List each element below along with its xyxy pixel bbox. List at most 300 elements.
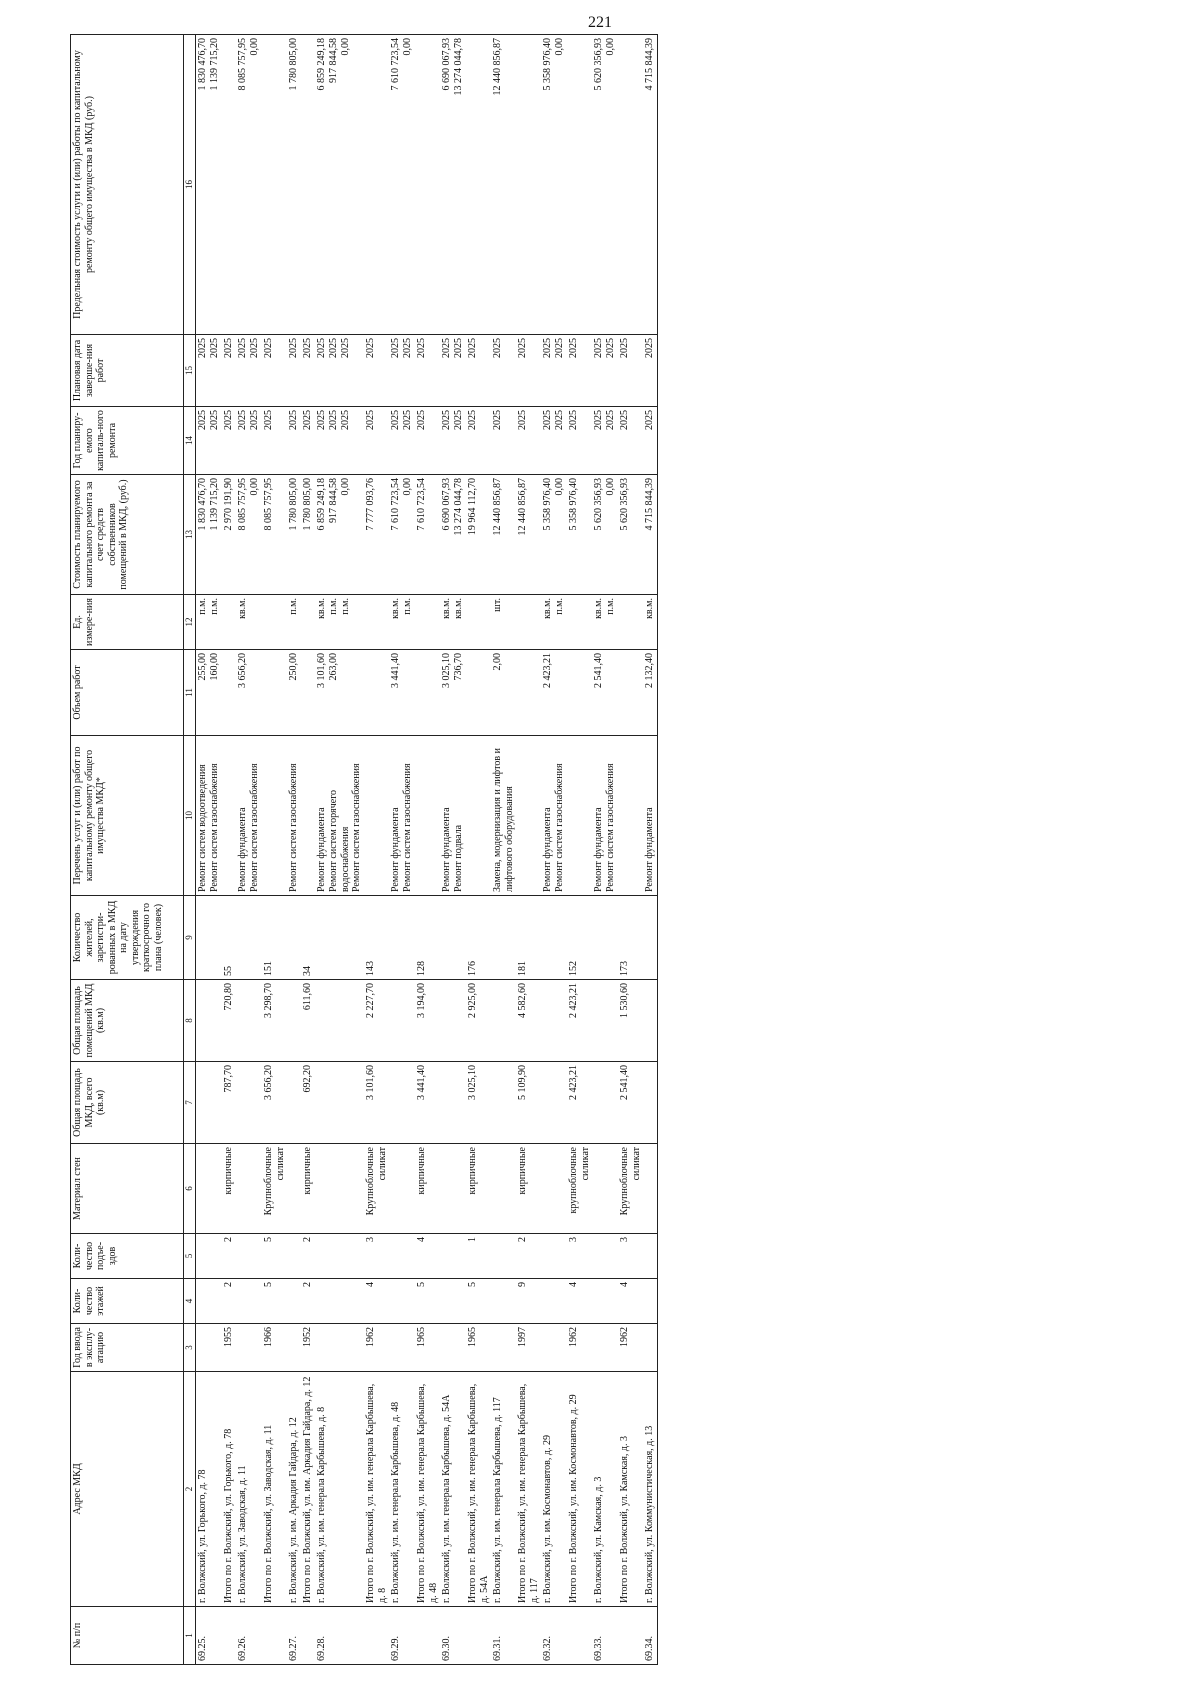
premises-area-cell	[315, 980, 364, 1062]
total-area-cell: 2 423,21	[567, 1062, 592, 1144]
wall-material-cell: кирпичные	[415, 1144, 440, 1234]
column-number: 2	[184, 1372, 196, 1607]
unit-cell-line: п.м.	[197, 598, 208, 615]
limit-cost-cell	[516, 35, 541, 335]
cost-cell-line: 0,00	[249, 478, 260, 496]
floors-cell: 5	[466, 1279, 491, 1324]
row-number	[415, 1607, 440, 1665]
entrances-cell	[315, 1234, 364, 1279]
end-year-cell-line: 2025	[644, 338, 655, 358]
works-list-cell	[567, 736, 592, 896]
cost-cell-line: 6 859 249,18	[316, 478, 327, 531]
work-volume-cell-line: 250,00	[288, 653, 299, 681]
wall-material-cell: Крупноблочные силикат	[262, 1144, 287, 1234]
total-area-cell: 3 025,10	[466, 1062, 491, 1144]
total-row	[415, 35, 440, 1665]
column-number: 3	[184, 1324, 196, 1372]
works-list-cell	[440, 736, 466, 896]
total-area-cell	[196, 1062, 223, 1144]
total-area-cell	[541, 1062, 567, 1144]
entrances-cell	[236, 1234, 262, 1279]
residents-cell	[389, 896, 415, 980]
end-year-cell-line: 2025	[542, 338, 553, 358]
limit-cost-cell-line: 1 830 476,70	[197, 38, 208, 91]
item-row	[389, 35, 415, 1665]
row-number: 69.27.	[287, 1607, 301, 1665]
address-cell: Итого по г. Волжский, ул. им. Космонавтов, д. 29	[567, 1372, 592, 1607]
unit-cell	[466, 595, 491, 650]
work-volume-cell-line: 3 441,40	[390, 653, 401, 688]
unit-cell	[491, 595, 516, 650]
work-volume-cell	[196, 650, 223, 736]
plan-year-cell-line: 2025	[619, 410, 630, 430]
residents-cell	[643, 896, 658, 980]
total-row	[301, 35, 315, 1665]
end-year-cell-line: 2025	[554, 338, 565, 358]
header-row	[71, 35, 184, 1665]
column-number: 4	[184, 1279, 196, 1324]
cost-cell-line: 5 358 976,40	[568, 478, 579, 531]
premises-area-cell	[440, 980, 466, 1062]
work-volume-cell	[440, 650, 466, 736]
row-number	[516, 1607, 541, 1665]
end-year-cell-line: 2025	[390, 338, 401, 358]
column-number: 6	[184, 1144, 196, 1234]
work-volume-cell-line: 3 025,10	[441, 653, 452, 688]
cost-cell-line: 0,00	[605, 478, 616, 496]
unit-cell	[592, 595, 618, 650]
plan-year-cell	[287, 407, 301, 475]
cost-cell-line: 1 830 476,70	[197, 478, 208, 531]
plan-year-cell-line: 2025	[197, 410, 208, 430]
end-year-cell	[643, 335, 658, 407]
cost-cell	[236, 475, 262, 595]
limit-cost-cell	[222, 35, 236, 335]
row-number: 69.30.	[440, 1607, 466, 1665]
wall-material-cell	[592, 1144, 618, 1234]
end-year-cell	[541, 335, 567, 407]
residents-cell: 34	[301, 896, 315, 980]
header-cell: Объем работ	[71, 650, 184, 736]
limit-cost-cell-line: 0,00	[340, 38, 351, 56]
year-cell: 1962	[567, 1324, 592, 1372]
works-list-cell	[516, 736, 541, 896]
end-year-cell-line: 2025	[441, 338, 452, 358]
cost-cell-line: 8 085 757,95	[263, 478, 274, 531]
column-number: 15	[184, 335, 196, 407]
entrances-cell	[196, 1234, 223, 1279]
floors-cell	[236, 1279, 262, 1324]
unit-cell-line: кв.м.	[316, 598, 327, 619]
row-number	[301, 1607, 315, 1665]
item-row	[491, 35, 516, 1665]
limit-cost-cell	[567, 35, 592, 335]
row-number	[618, 1607, 643, 1665]
header-cell: Количество жителей, зарегистри-рованных в МКД на дату утверждения краткосрочно го плана (человек)	[71, 896, 184, 980]
plan-year-cell-line: 2025	[328, 410, 339, 430]
unit-cell	[415, 595, 440, 650]
unit-cell	[567, 595, 592, 650]
plan-year-cell-line: 2025	[237, 410, 248, 430]
cost-cell	[415, 475, 440, 595]
plan-year-cell	[222, 407, 236, 475]
total-area-cell: 3 101,60	[364, 1062, 389, 1144]
work-volume-cell-line: 2 132,40	[644, 653, 655, 688]
plan-year-cell-line: 2025	[441, 410, 452, 430]
address-cell: г. Волжский, ул. им. генерала Карбышева, д. 117	[491, 1372, 516, 1607]
works-list-cell-line: Ремонт подвала	[453, 824, 464, 892]
cost-cell	[262, 475, 287, 595]
year-cell: 1966	[262, 1324, 287, 1372]
entrances-cell: 3	[364, 1234, 389, 1279]
wall-material-cell	[541, 1144, 567, 1234]
address-cell: Итого по г. Волжский, ул. им. генерала Карбышева, д. 54А	[466, 1372, 491, 1607]
works-list-cell	[315, 736, 364, 896]
plan-year-cell-line: 2025	[365, 410, 376, 430]
premises-area-cell	[236, 980, 262, 1062]
wall-material-cell: кирпичные	[301, 1144, 315, 1234]
end-year-cell-line: 2025	[223, 338, 234, 358]
header-cell: Плановая дата заверше-ния работ	[71, 335, 184, 407]
wall-material-cell: крупноблочные силикат	[567, 1144, 592, 1234]
plan-year-cell	[301, 407, 315, 475]
address-cell: г. Волжский, ул. им. Аркадия Гайдара, д. 12	[287, 1372, 301, 1607]
premises-area-cell	[196, 980, 223, 1062]
plan-year-cell	[516, 407, 541, 475]
header-cell: Предельная стоимость услуги и (или) работы по капитальному ремонту общего имущества в МКД (руб.)	[71, 35, 184, 335]
work-volume-cell-line: 3 101,60	[316, 653, 327, 688]
wall-material-cell: кирпичные	[466, 1144, 491, 1234]
work-volume-cell-line: 263,00	[328, 653, 339, 681]
total-area-cell	[389, 1062, 415, 1144]
year-cell	[541, 1324, 567, 1372]
year-cell: 1962	[364, 1324, 389, 1372]
cost-cell-line: 13 274 044,78	[453, 478, 464, 536]
premises-area-cell: 3 194,00	[415, 980, 440, 1062]
year-cell	[440, 1324, 466, 1372]
header-cell: Адрес МКД	[71, 1372, 184, 1607]
residents-cell	[287, 896, 301, 980]
cost-cell	[196, 475, 223, 595]
work-volume-cell-line: 255,00	[197, 653, 208, 681]
cost-cell-line: 1 780 805,00	[302, 478, 313, 531]
entrances-cell: 2	[222, 1234, 236, 1279]
works-list-cell-line: Ремонт фундамента	[644, 807, 655, 892]
wall-material-cell	[440, 1144, 466, 1234]
total-area-cell	[491, 1062, 516, 1144]
column-number: 9	[184, 896, 196, 980]
table-body	[196, 35, 658, 1665]
work-volume-cell	[236, 650, 262, 736]
end-year-cell	[618, 335, 643, 407]
entrances-cell: 2	[301, 1234, 315, 1279]
cost-cell-line: 1 780 805,00	[288, 478, 299, 531]
limit-cost-cell-line: 917 844,58	[328, 38, 339, 83]
cost-cell-line: 7 777 093,76	[365, 478, 376, 531]
year-cell	[196, 1324, 223, 1372]
plan-year-cell-line: 2025	[568, 410, 579, 430]
end-year-cell	[236, 335, 262, 407]
limit-cost-cell-line: 4 715 844,39	[644, 38, 655, 91]
limit-cost-cell-line: 1 780 805,00	[288, 38, 299, 91]
end-year-cell	[315, 335, 364, 407]
cost-cell-line: 5 358 976,40	[542, 478, 553, 531]
year-cell: 1955	[222, 1324, 236, 1372]
end-year-cell-line: 2025	[416, 338, 427, 358]
works-list-cell-line: Ремонт фундамента	[316, 807, 327, 892]
cost-cell-line: 7 610 723,54	[390, 478, 401, 531]
end-year-cell	[222, 335, 236, 407]
column-number: 16	[184, 35, 196, 335]
plan-year-cell-line: 2025	[453, 410, 464, 430]
plan-year-cell	[643, 407, 658, 475]
total-area-cell	[236, 1062, 262, 1144]
works-list-cell	[618, 736, 643, 896]
unit-cell	[287, 595, 301, 650]
plan-year-cell	[440, 407, 466, 475]
work-volume-cell	[262, 650, 287, 736]
end-year-cell-line: 2025	[263, 338, 274, 358]
cost-cell	[301, 475, 315, 595]
plan-year-cell	[415, 407, 440, 475]
work-volume-cell-line: 736,70	[453, 653, 464, 681]
end-year-cell	[516, 335, 541, 407]
works-list-cell	[287, 736, 301, 896]
end-year-cell-line: 2025	[237, 338, 248, 358]
address-cell: Итого по г. Волжский, ул. Горького, д. 78	[222, 1372, 236, 1607]
header-cell: Коли-чество этажей	[71, 1279, 184, 1324]
works-list-cell-line: Ремонт систем газоснабжения	[605, 763, 616, 892]
works-list-cell	[301, 736, 315, 896]
limit-cost-cell-line: 12 440 856,87	[492, 38, 503, 96]
column-number: 12	[184, 595, 196, 650]
works-list-cell-line: Ремонт систем газоснабжения	[351, 763, 362, 892]
floors-cell	[440, 1279, 466, 1324]
residents-cell	[491, 896, 516, 980]
limit-cost-cell	[466, 35, 491, 335]
column-number: 7	[184, 1062, 196, 1144]
end-year-cell-line: 2025	[593, 338, 604, 358]
works-list-cell-line: Ремонт систем газоснабжения	[402, 763, 413, 892]
limit-cost-cell	[491, 35, 516, 335]
work-volume-cell	[222, 650, 236, 736]
entrances-cell	[491, 1234, 516, 1279]
unit-cell-line: кв.м.	[593, 598, 604, 619]
cost-cell-line: 0,00	[402, 478, 413, 496]
plan-year-cell-line: 2025	[288, 410, 299, 430]
header-cell: Перечень услуг и (или) работ по капитальному ремонту общего имущества МКД*	[71, 736, 184, 896]
works-list-cell-line: Ремонт систем газоснабжения	[249, 763, 260, 892]
header-cell: Общая площадь помещений МКД (кв.м)	[71, 980, 184, 1062]
unit-cell-line: кв.м.	[390, 598, 401, 619]
cost-cell	[466, 475, 491, 595]
end-year-cell-line: 2025	[492, 338, 503, 358]
total-area-cell	[287, 1062, 301, 1144]
limit-cost-cell-line: 0,00	[402, 38, 413, 56]
limit-cost-cell	[643, 35, 658, 335]
unit-cell-line: п.м.	[209, 598, 220, 615]
cost-cell-line: 19 964 112,70	[467, 478, 478, 536]
limit-cost-cell-line: 0,00	[554, 38, 565, 56]
premises-area-cell	[592, 980, 618, 1062]
unit-cell-line: п.м.	[328, 598, 339, 615]
cost-cell-line: 917 844,58	[328, 478, 339, 523]
unit-cell	[364, 595, 389, 650]
limit-cost-cell-line: 7 610 723,54	[390, 38, 401, 91]
unit-cell	[618, 595, 643, 650]
premises-area-cell: 3 298,70	[262, 980, 287, 1062]
item-row	[196, 35, 223, 1665]
end-year-cell	[415, 335, 440, 407]
end-year-cell	[196, 335, 223, 407]
repair-plan-table	[70, 34, 658, 1665]
wall-material-cell	[491, 1144, 516, 1234]
premises-area-cell	[491, 980, 516, 1062]
address-cell: Итого по г. Волжский, ул. им. Аркадия Гайдара, д. 12	[301, 1372, 315, 1607]
work-volume-cell-line	[340, 653, 352, 732]
residents-cell: 173	[618, 896, 643, 980]
work-volume-cell	[567, 650, 592, 736]
cost-cell	[440, 475, 466, 595]
wall-material-cell	[315, 1144, 364, 1234]
limit-cost-cell-line: 0,00	[605, 38, 616, 56]
wall-material-cell: кирпичные	[516, 1144, 541, 1234]
works-list-cell	[491, 736, 516, 896]
limit-cost-cell-line: 0,00	[249, 38, 260, 56]
cost-cell-line: 6 690 067,93	[441, 478, 452, 531]
row-number: 69.32.	[541, 1607, 567, 1665]
limit-cost-cell	[262, 35, 287, 335]
end-year-cell	[287, 335, 301, 407]
premises-area-cell: 1 530,60	[618, 980, 643, 1062]
total-row	[262, 35, 287, 1665]
total-area-cell: 787,70	[222, 1062, 236, 1144]
plan-year-cell	[541, 407, 567, 475]
limit-cost-cell-line: 1 139 715,20	[209, 38, 220, 91]
works-list-cell	[222, 736, 236, 896]
cost-cell-line: 12 440 856,87	[492, 478, 503, 536]
limit-cost-cell	[415, 35, 440, 335]
end-year-cell	[301, 335, 315, 407]
works-list-cell	[415, 736, 440, 896]
unit-cell	[301, 595, 315, 650]
item-row	[440, 35, 466, 1665]
work-volume-cell	[315, 650, 364, 736]
end-year-cell-line: 2025	[365, 338, 376, 358]
total-area-cell: 3 656,20	[262, 1062, 287, 1144]
wall-material-cell	[236, 1144, 262, 1234]
premises-area-cell: 2 925,00	[466, 980, 491, 1062]
total-row	[222, 35, 236, 1665]
works-list-cell	[592, 736, 618, 896]
year-cell	[287, 1324, 301, 1372]
entrances-cell: 5	[262, 1234, 287, 1279]
address-cell: г. Волжский, ул. им. генерала Карбышева, д. 48	[389, 1372, 415, 1607]
year-cell	[236, 1324, 262, 1372]
unit-cell-line: п.м.	[554, 598, 565, 615]
residents-cell: 176	[466, 896, 491, 980]
address-cell: Итого по г. Волжский, ул. им. генерала Карбышева, д. 117	[516, 1372, 541, 1607]
wall-material-cell	[287, 1144, 301, 1234]
premises-area-cell: 2 423,21	[567, 980, 592, 1062]
works-list-cell	[236, 736, 262, 896]
cost-cell-line: 5 620 356,93	[593, 478, 604, 531]
unit-cell	[516, 595, 541, 650]
cost-cell	[389, 475, 415, 595]
plan-year-cell-line: 2025	[416, 410, 427, 430]
end-year-cell-line: 2025	[517, 338, 528, 358]
total-area-cell	[315, 1062, 364, 1144]
unit-cell-line	[249, 598, 261, 646]
header-cell: Коли-чество подъе-здов	[71, 1234, 184, 1279]
header-cell: Год ввода в эксплу-атацию	[71, 1324, 184, 1372]
plan-year-cell-line: 2025	[340, 410, 351, 430]
address-cell: Итого по г. Волжский, ул. им. генерала Карбышева, д. 8	[364, 1372, 389, 1607]
end-year-cell-line: 2025	[453, 338, 464, 358]
header-cell: Год планиру-емого капиталь-ного ремонта	[71, 407, 184, 475]
works-list-cell	[643, 736, 658, 896]
cost-cell	[315, 475, 364, 595]
plan-year-cell-line: 2025	[517, 410, 528, 430]
floors-cell	[196, 1279, 223, 1324]
floors-cell	[389, 1279, 415, 1324]
limit-cost-cell-line: 5 358 976,40	[542, 38, 553, 91]
work-volume-cell-line	[249, 653, 261, 732]
end-year-cell-line: 2025	[340, 338, 351, 358]
plan-year-cell-line: 2025	[492, 410, 503, 430]
premises-area-cell: 4 582,60	[516, 980, 541, 1062]
wall-material-cell	[196, 1144, 223, 1234]
cost-cell	[643, 475, 658, 595]
plan-year-cell	[262, 407, 287, 475]
column-number: 13	[184, 475, 196, 595]
row-number: 69.26.	[236, 1607, 262, 1665]
entrances-cell	[643, 1234, 658, 1279]
row-number	[364, 1607, 389, 1665]
column-number: 5	[184, 1234, 196, 1279]
end-year-cell-line: 2025	[467, 338, 478, 358]
end-year-cell-line: 2025	[209, 338, 220, 358]
entrances-cell: 2	[516, 1234, 541, 1279]
limit-cost-cell-line: 8 085 757,95	[237, 38, 248, 91]
residents-cell: 143	[364, 896, 389, 980]
end-year-cell	[567, 335, 592, 407]
plan-year-cell-line: 2025	[554, 410, 565, 430]
entrances-cell: 3	[618, 1234, 643, 1279]
residents-cell: 151	[262, 896, 287, 980]
address-cell: г. Волжский, ул. им. Космонавтов, д. 29	[541, 1372, 567, 1607]
total-row	[364, 35, 389, 1665]
total-row	[618, 35, 643, 1665]
floors-cell: 4	[618, 1279, 643, 1324]
cost-cell	[618, 475, 643, 595]
item-row	[287, 35, 301, 1665]
row-number	[262, 1607, 287, 1665]
year-cell	[643, 1324, 658, 1372]
plan-year-cell	[592, 407, 618, 475]
header-cell: Материал стен	[71, 1144, 184, 1234]
cost-cell	[491, 475, 516, 595]
works-list-cell-line: Ремонт фундамента	[390, 807, 401, 892]
column-number: 1	[184, 1607, 196, 1665]
page-number: 221	[588, 14, 612, 31]
plan-year-cell	[466, 407, 491, 475]
work-volume-cell	[301, 650, 315, 736]
unit-cell-line: кв.м.	[441, 598, 452, 619]
works-list-cell	[364, 736, 389, 896]
end-year-cell	[440, 335, 466, 407]
total-area-cell	[592, 1062, 618, 1144]
